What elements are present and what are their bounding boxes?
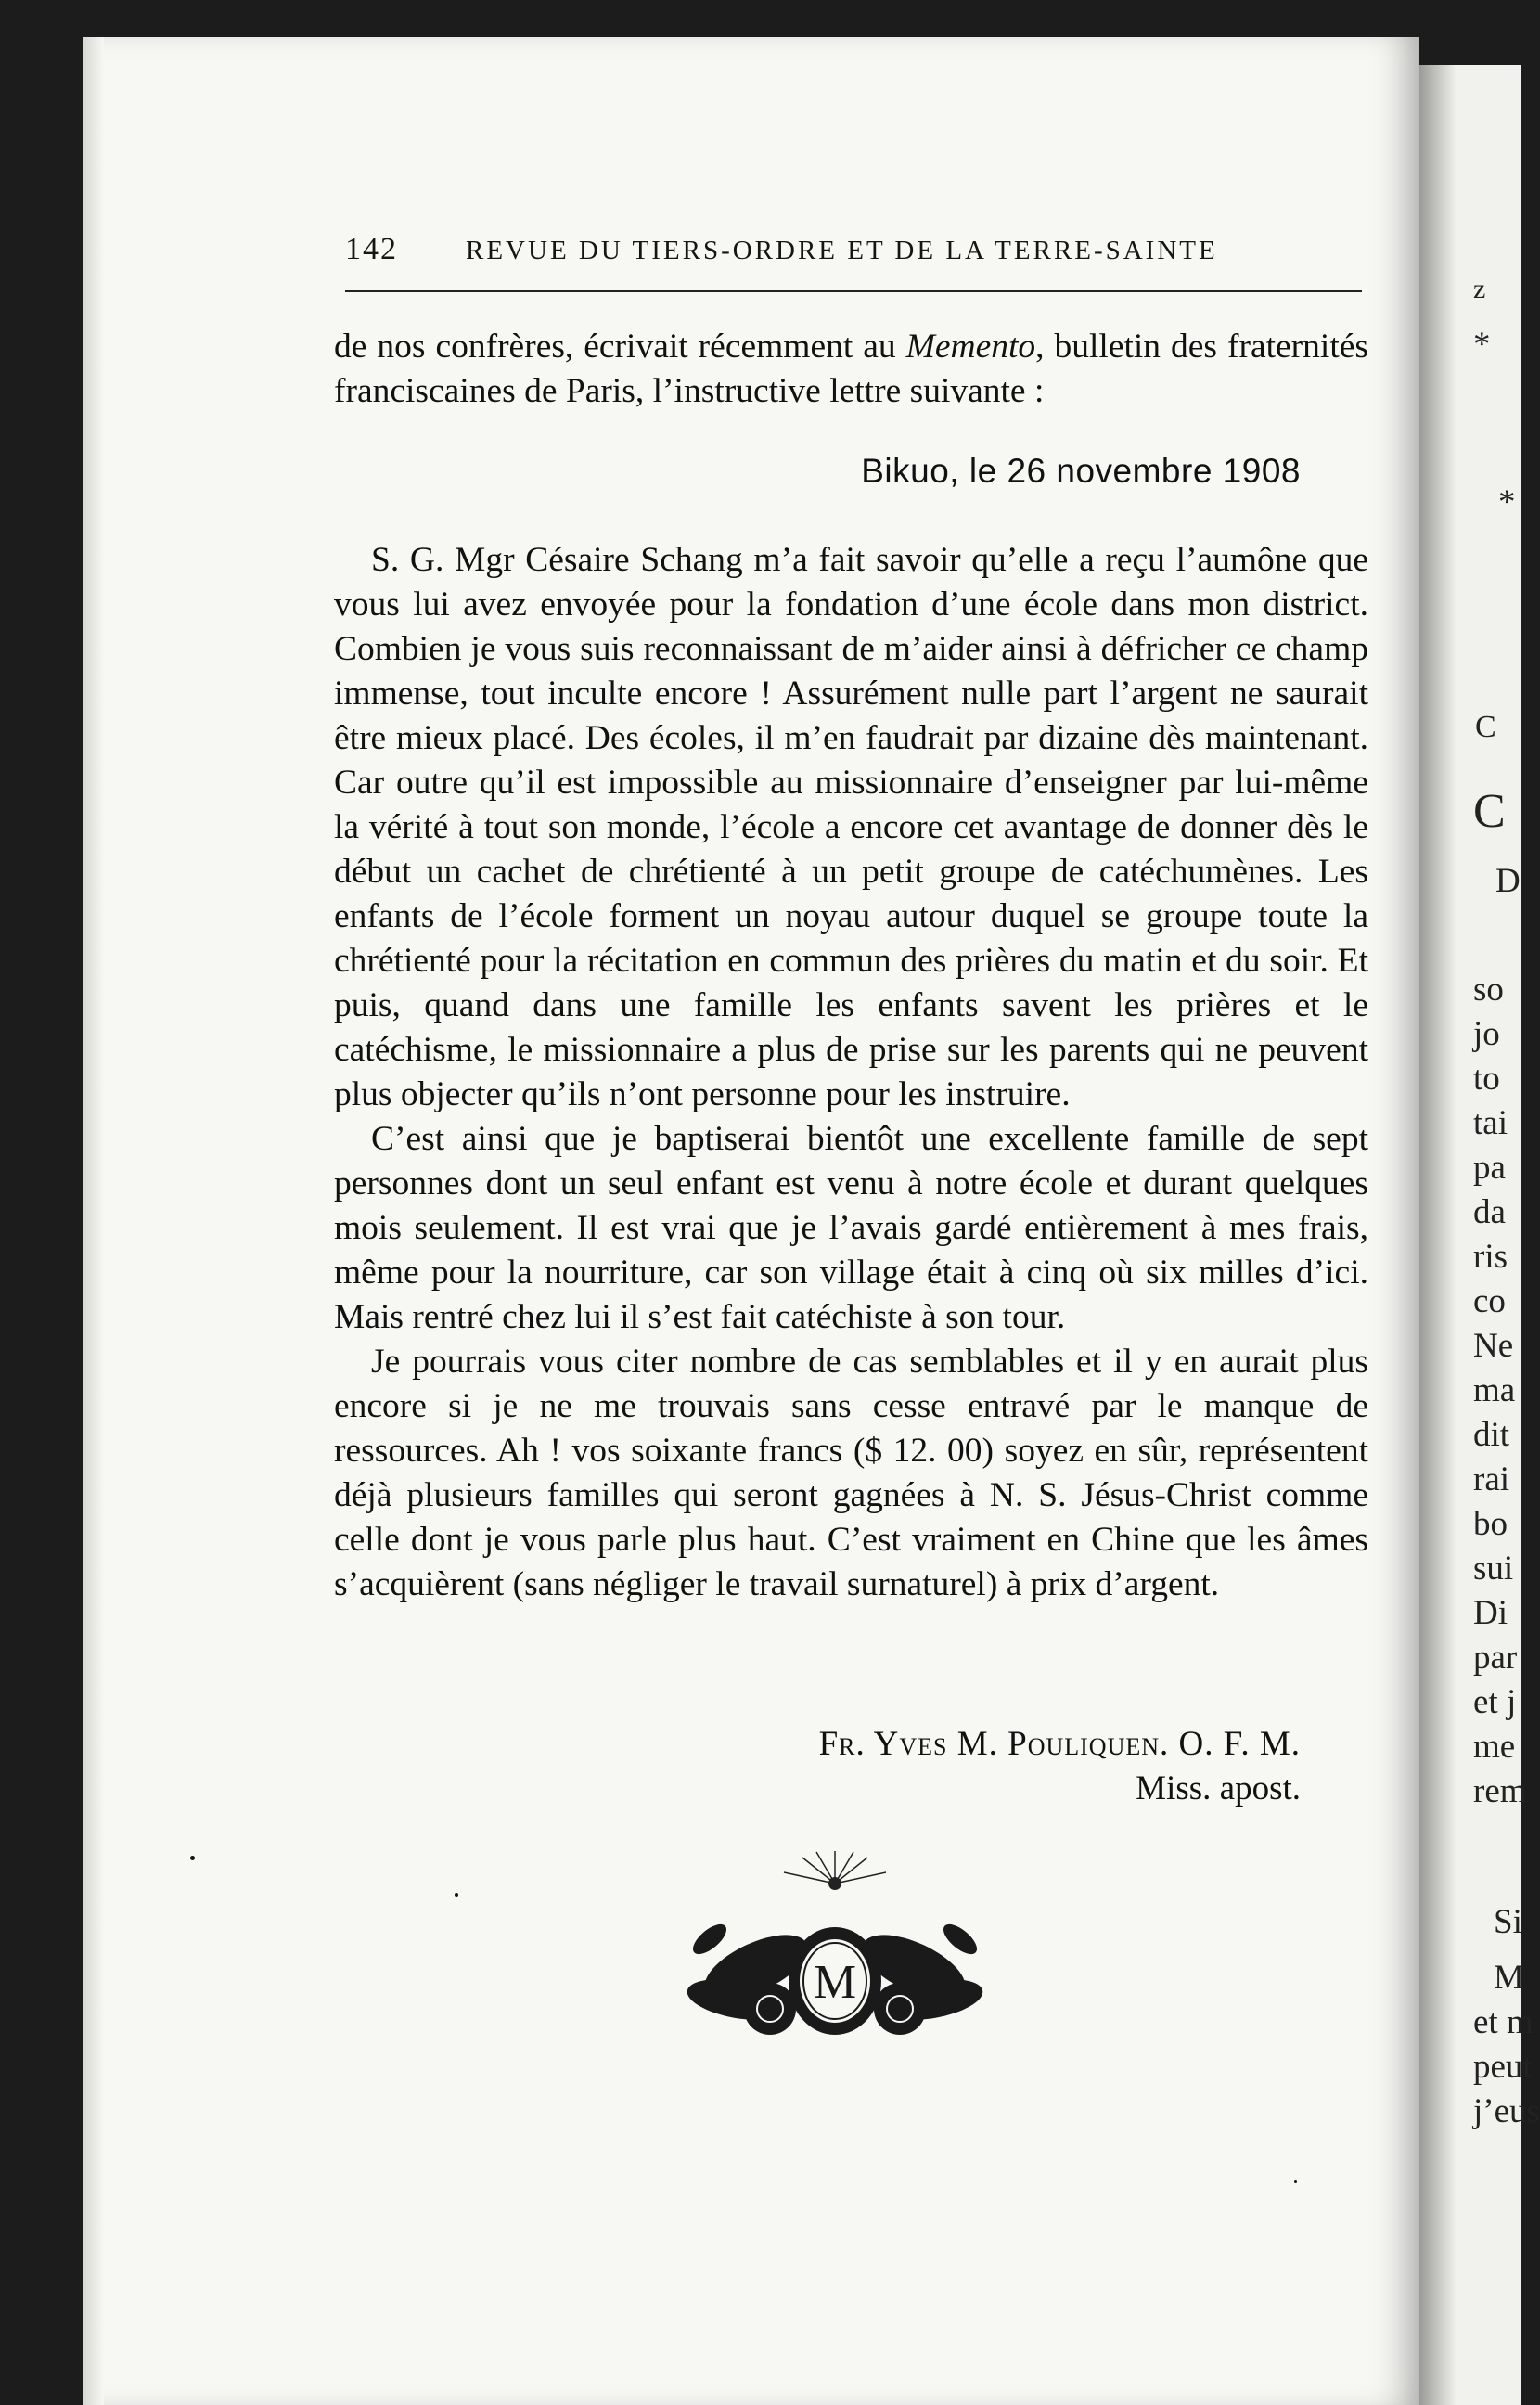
- facing-fragment: to: [1473, 1060, 1500, 1098]
- facing-fragment: ris: [1473, 1238, 1508, 1276]
- facing-fragment: so: [1473, 971, 1504, 1009]
- facing-fragment: pa: [1473, 1149, 1506, 1187]
- facing-fragment: et j: [1473, 1683, 1517, 1721]
- facing-fragment: C: [1475, 710, 1496, 744]
- facing-fragment: M: [1494, 1959, 1524, 1997]
- facing-fragment: j’eus: [1473, 2092, 1540, 2130]
- facing-fragment: *: [1473, 326, 1491, 364]
- intro-paragraph: [334, 325, 1368, 414]
- letter-paragraph: C’est ainsi que je baptiserai bientôt une excellente famille de sept personnes dont un seul enfant est venu à notre école et durant quelques mois seulement. Il est vrai que je l’avais gardé entièrement à mes frais, même pour la nourriture, car son village était à cinq où six milles d’ici. Mais rentré chez lui il s’est fait catéchiste à son tour.: [334, 1120, 1368, 1336]
- floral-monogram-ornament: [682, 1846, 988, 2051]
- facing-fragment: Si: [1494, 1903, 1522, 1941]
- facing-fragment: tai: [1473, 1104, 1508, 1142]
- facing-fragment: C: [1473, 785, 1506, 838]
- facing-fragment: jo: [1473, 1015, 1500, 1053]
- facing-fragment: z: [1473, 274, 1486, 304]
- facing-fragment: rai: [1473, 1460, 1510, 1498]
- signature-name: Fr. Yves M. Pouliquen. O. F. M.: [818, 1725, 1301, 1763]
- letter-paragraph: S. G. Mgr Césaire Schang m’a fait savoir qu’elle a reçu l’aumône que vous lui avez envoyée pour la fondation d’une école dans mon district. Combien je vous suis reconnaissant de m’aider ainsi à défricher ce champ immense, tout inculte encore ! Assurément nulle part l’argent ne saurait être mieux placé. Des écoles, il m’en faudrait par dizaine dès maintenant. Car outre qu’il est impossible au missionnaire d’enseigner par lui-même la vérité à tout son monde, l’école a encore cet avantage de donner dès le début un cachet de chrétienté à un petit groupe de catéchumènes. Les enfants de l’école forment un noyau autour duquel se groupe toute la chrétienté pour la récitation en commun des prières du matin et du soir. Et puis, quand dans une famille les enfants savent les prières et le catéchisme, le missionnaire a plus de prise sur les parents qui ne peuvent plus objecter qu’ils n’ont personne pour les instruire.: [334, 541, 1368, 1113]
- scan-speck: [190, 1856, 195, 1860]
- signature-role: Miss. apost.: [1136, 1769, 1301, 1807]
- letter-dateline: Bikuo, le 26 novembre 1908: [861, 452, 1301, 490]
- facing-fragment: sui: [1473, 1550, 1514, 1588]
- facing-fragment: D: [1495, 862, 1521, 900]
- intro-text-start: de nos confrères, écrivait récemment au: [334, 328, 906, 366]
- scan-speck: [455, 1893, 458, 1897]
- running-head: [345, 232, 1366, 275]
- facing-fragment: Ne: [1473, 1327, 1514, 1365]
- facing-fragment: *: [1498, 483, 1516, 521]
- letter-body: [334, 538, 1368, 1607]
- scan-speck: [1294, 2180, 1297, 2183]
- facing-fragment: me: [1473, 1728, 1516, 1766]
- facing-fragment: bo: [1473, 1505, 1508, 1543]
- facing-fragment: ma: [1473, 1371, 1516, 1409]
- letter-paragraph: Je pourrais vous citer nombre de cas semblables et il y en aurait plus encore si je ne me trouvais sans cesse entravé par le manque de ressources. Ah ! vos soixante francs ($ 12. 00) soyez en sûr, représentent déjà plusieurs familles qui seront gagnées à N. S. Jésus-Christ comme celle dont je vous parle plus haut. C’est vraiment en Chine que les âmes s’acquièrent (sans négliger le travail surnaturel) à prix d’argent.: [334, 1343, 1368, 1603]
- facing-fragment: par: [1473, 1639, 1518, 1677]
- facing-fragment: co: [1473, 1282, 1506, 1320]
- monogram-letter: M: [813, 1956, 857, 2009]
- journal-title: REVUE DU TIERS-ORDRE ET DE LA TERRE-SAINTE: [466, 236, 1218, 265]
- header-rule: [345, 290, 1362, 292]
- facing-fragment: et m: [1473, 2003, 1534, 2041]
- facing-fragment: peut: [1473, 2048, 1533, 2086]
- page-number: 142: [345, 232, 398, 266]
- facing-fragment: rem: [1473, 1772, 1527, 1810]
- facing-fragment: Di: [1473, 1594, 1508, 1632]
- publication-name: Memento: [905, 328, 1036, 366]
- facing-fragment: da: [1473, 1193, 1506, 1231]
- facing-page-edge: [1419, 65, 1540, 2405]
- facing-fragment: dit: [1473, 1416, 1510, 1454]
- intro-text-end: , bulletin des fraternités franciscaines de Paris, l’instructive lettre suivante :: [334, 328, 1368, 410]
